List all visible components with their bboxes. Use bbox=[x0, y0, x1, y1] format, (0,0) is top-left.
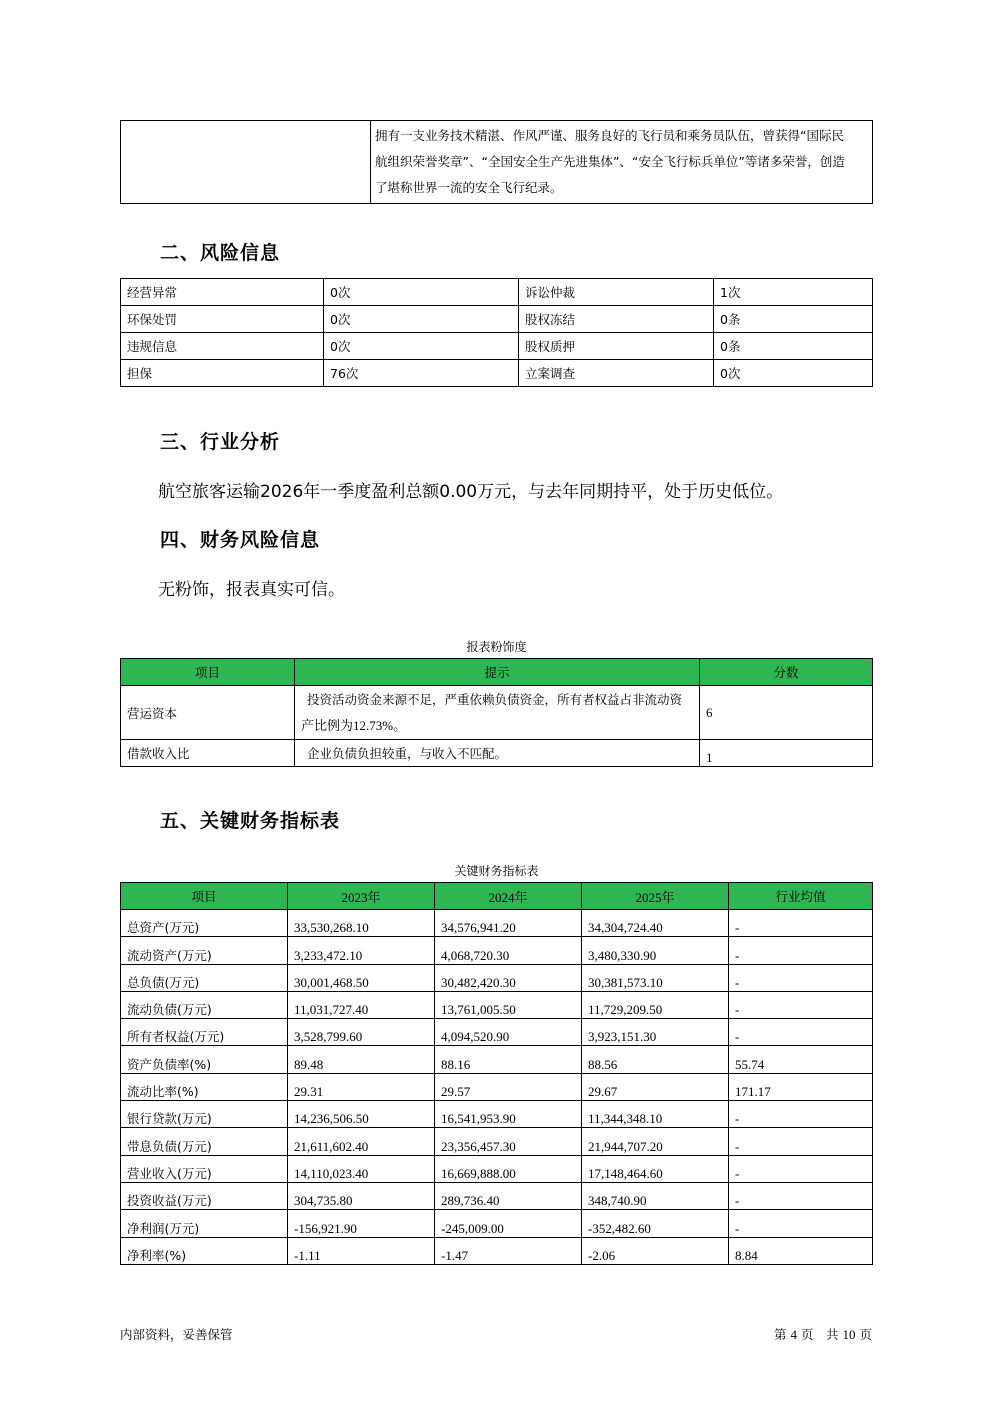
indicator-value-cell: 34,576,941.20 bbox=[435, 910, 582, 937]
indicator-value-cell: -2.06 bbox=[582, 1237, 729, 1264]
table-row bbox=[121, 910, 873, 937]
page-total: 10 bbox=[842, 1327, 856, 1342]
indicator-name-cell: 流动负债(万元) bbox=[121, 991, 288, 1018]
hint-cell bbox=[295, 740, 700, 767]
indicator-value-cell: -352,482.60 bbox=[582, 1210, 729, 1237]
indicator-value-cell: - bbox=[729, 1155, 873, 1182]
indicator-value-cell: 3,233,472.10 bbox=[288, 937, 435, 964]
indicator-name-cell: 总负债(万元) bbox=[121, 964, 288, 991]
page-current: 4 bbox=[790, 1327, 798, 1342]
page-prefix: 第 bbox=[774, 1327, 787, 1342]
score-cell: 1 bbox=[700, 740, 873, 767]
indicator-value-cell: -156,921.90 bbox=[288, 1210, 435, 1237]
section3-title: 三、行业分析 bbox=[160, 431, 281, 453]
risk-info-body bbox=[121, 279, 873, 387]
risk-value-cell: 0次 bbox=[714, 360, 873, 387]
indicator-name-cell: 净利率(%) bbox=[121, 1237, 288, 1264]
indicator-value-cell: 11,344,348.10 bbox=[582, 1101, 729, 1128]
indicator-value-cell: 55.74 bbox=[729, 1046, 873, 1073]
hint-line: 产比例为12.73%。 bbox=[301, 718, 407, 733]
indicator-value-cell: - bbox=[729, 937, 873, 964]
intro-table bbox=[120, 120, 873, 204]
indicator-value-cell: - bbox=[729, 1101, 873, 1128]
indicator-value-cell: 171.17 bbox=[729, 1073, 873, 1100]
table-row bbox=[121, 1237, 873, 1264]
table-row bbox=[121, 1019, 873, 1046]
risk-label-cell: 经营异常 bbox=[121, 279, 324, 306]
indicator-value-cell: 89.48 bbox=[288, 1046, 435, 1073]
risk-label-cell: 环保处罚 bbox=[121, 306, 324, 333]
industry-analysis-text: 航空旅客运输2026年一季度盈利总额0.00万元，与去年同期持平，处于历史低位。 bbox=[158, 482, 784, 502]
table-row bbox=[121, 1046, 873, 1073]
risk-value-cell: 0次 bbox=[324, 306, 519, 333]
indicator-value-cell: 34,304,724.40 bbox=[582, 910, 729, 937]
key-financial-indicators-table bbox=[120, 882, 873, 1265]
indicator-value-cell: - bbox=[729, 1128, 873, 1155]
intro-label-cell bbox=[121, 121, 371, 204]
header-item: 项目 bbox=[121, 659, 295, 686]
intro-row bbox=[121, 121, 873, 204]
table-row bbox=[121, 964, 873, 991]
indicator-value-cell: 14,236,506.50 bbox=[288, 1101, 435, 1128]
indicator-value-cell: 30,381,573.10 bbox=[582, 964, 729, 991]
fin-table-body bbox=[121, 910, 873, 1265]
risk-value-cell: 0条 bbox=[714, 333, 873, 360]
risk-label-cell: 股权冻结 bbox=[519, 306, 714, 333]
indicator-value-cell: 29.31 bbox=[288, 1073, 435, 1100]
risk-label-cell: 股权质押 bbox=[519, 333, 714, 360]
header-year: 2025年 bbox=[582, 883, 729, 910]
indicator-value-cell: - bbox=[729, 964, 873, 991]
indicator-value-cell: 3,480,330.90 bbox=[582, 937, 729, 964]
score-cell: 6 bbox=[700, 686, 873, 740]
indicator-value-cell: 8.84 bbox=[729, 1237, 873, 1264]
indicator-value-cell: 30,001,468.50 bbox=[288, 964, 435, 991]
indicator-value-cell: -245,009.00 bbox=[435, 1210, 582, 1237]
indicator-value-cell: 289,736.40 bbox=[435, 1182, 582, 1209]
indicator-value-cell: 3,528,799.60 bbox=[288, 1019, 435, 1046]
indicator-value-cell: - bbox=[729, 910, 873, 937]
header-year: 2023年 bbox=[288, 883, 435, 910]
risk-value-cell: 0条 bbox=[714, 306, 873, 333]
indicator-name-cell: 净利润(万元) bbox=[121, 1210, 288, 1237]
table-row bbox=[121, 1182, 873, 1209]
risk-label-cell: 担保 bbox=[121, 360, 324, 387]
indicator-value-cell: 4,068,720.30 bbox=[435, 937, 582, 964]
indicator-value-cell: 3,923,151.30 bbox=[582, 1019, 729, 1046]
section2-title: 二、风险信息 bbox=[160, 242, 281, 264]
footer-confidential: 内部资料，妥善保管 bbox=[120, 1327, 233, 1342]
indicator-value-cell: 13,761,005.50 bbox=[435, 991, 582, 1018]
indicator-name-cell: 流动资产(万元) bbox=[121, 937, 288, 964]
indicator-value-cell: 30,482,420.30 bbox=[435, 964, 582, 991]
risk-value-cell: 76次 bbox=[324, 360, 519, 387]
risk-label-cell: 违规信息 bbox=[121, 333, 324, 360]
item-cell: 营运资本 bbox=[121, 686, 295, 740]
indicator-value-cell: 348,740.90 bbox=[582, 1182, 729, 1209]
indicator-name-cell: 带息负债(万元) bbox=[121, 1128, 288, 1155]
table-header-row bbox=[121, 883, 873, 910]
page-number bbox=[774, 1325, 872, 1343]
indicator-name-cell: 营业收入(万元) bbox=[121, 1155, 288, 1182]
table-header-row bbox=[121, 659, 873, 686]
table-row bbox=[121, 740, 873, 767]
indicator-value-cell: 21,944,707.20 bbox=[582, 1128, 729, 1155]
indicator-value-cell: 88.16 bbox=[435, 1046, 582, 1073]
indicator-value-cell: -1.47 bbox=[435, 1237, 582, 1264]
indicator-value-cell: 16,669,888.00 bbox=[435, 1155, 582, 1182]
indicator-name-cell: 银行贷款(万元) bbox=[121, 1101, 288, 1128]
page-mid: 页 共 bbox=[801, 1327, 839, 1342]
table-row bbox=[121, 333, 873, 360]
risk-value-cell: 0次 bbox=[324, 279, 519, 306]
indicator-value-cell: - bbox=[729, 991, 873, 1018]
indicator-value-cell: - bbox=[729, 1182, 873, 1209]
header-industry-avg: 行业均值 bbox=[729, 883, 873, 910]
intro-text-line: 了堪称世界一流的安全飞行纪录。 bbox=[375, 180, 563, 195]
indicator-value-cell: -1.11 bbox=[288, 1237, 435, 1264]
indicator-value-cell: 21,611,602.40 bbox=[288, 1128, 435, 1155]
intro-text-line: 拥有一支业务技术精湛、作风严谨、服务良好的飞行员和乘务员队伍，曾获得“国际民 bbox=[375, 128, 844, 143]
indicator-name-cell: 所有者权益(万元) bbox=[121, 1019, 288, 1046]
header-score: 分数 bbox=[700, 659, 873, 686]
table-row bbox=[121, 991, 873, 1018]
indicator-value-cell: 23,356,457.30 bbox=[435, 1128, 582, 1155]
risk-label-cell: 诉讼仲裁 bbox=[519, 279, 714, 306]
hint-cell bbox=[295, 686, 700, 740]
indicator-value-cell: 304,735.80 bbox=[288, 1182, 435, 1209]
indicator-value-cell: 14,110,023.40 bbox=[288, 1155, 435, 1182]
intro-text-line: 航组织荣誉奖章”、“全国安全生产先进集体”、“安全飞行标兵单位”等诸多荣誉，创造 bbox=[375, 154, 845, 169]
indicator-value-cell: 88.56 bbox=[582, 1046, 729, 1073]
hint-line: 投资活动资金来源不足，严重依赖负债资金，所有者权益占非流动资 bbox=[307, 692, 683, 707]
indicator-name-cell: 资产负债率(%) bbox=[121, 1046, 288, 1073]
indicator-value-cell: - bbox=[729, 1019, 873, 1046]
table-row bbox=[121, 686, 873, 740]
indicator-name-cell: 总资产(万元) bbox=[121, 910, 288, 937]
section5-title: 五、关键财务指标表 bbox=[160, 810, 341, 832]
indicator-value-cell: 16,541,953.90 bbox=[435, 1101, 582, 1128]
table-row bbox=[121, 1210, 873, 1237]
indicator-value-cell: 11,031,727.40 bbox=[288, 991, 435, 1018]
intro-text-cell bbox=[371, 121, 873, 204]
indicator-value-cell: 11,729,209.50 bbox=[582, 991, 729, 1018]
page-suffix: 页 bbox=[859, 1327, 872, 1342]
indicator-name-cell: 投资收益(万元) bbox=[121, 1182, 288, 1209]
dress-table-caption: 报表粉饰度 bbox=[466, 640, 527, 654]
report-dressing-table bbox=[120, 658, 873, 767]
indicator-value-cell: 29.57 bbox=[435, 1073, 582, 1100]
table-row bbox=[121, 1128, 873, 1155]
indicator-value-cell: 29.67 bbox=[582, 1073, 729, 1100]
risk-info-table bbox=[120, 278, 873, 387]
risk-label-cell: 立案调查 bbox=[519, 360, 714, 387]
risk-value-cell: 0次 bbox=[324, 333, 519, 360]
table-row bbox=[121, 1073, 873, 1100]
table-row bbox=[121, 360, 873, 387]
table-row bbox=[121, 306, 873, 333]
item-cell: 借款收入比 bbox=[121, 740, 295, 767]
fin-table-caption: 关键财务指标表 bbox=[454, 864, 539, 878]
table-row bbox=[121, 937, 873, 964]
indicator-value-cell: 17,148,464.60 bbox=[582, 1155, 729, 1182]
indicator-value-cell: 33,530,268.10 bbox=[288, 910, 435, 937]
risk-value-cell: 1次 bbox=[714, 279, 873, 306]
indicator-name-cell: 流动比率(%) bbox=[121, 1073, 288, 1100]
financial-risk-text: 无粉饰，报表真实可信。 bbox=[158, 580, 345, 600]
section4-title: 四、财务风险信息 bbox=[160, 529, 321, 551]
indicator-value-cell: 4,094,520.90 bbox=[435, 1019, 582, 1046]
header-year: 2024年 bbox=[435, 883, 582, 910]
table-row bbox=[121, 1155, 873, 1182]
indicator-value-cell: - bbox=[729, 1210, 873, 1237]
header-hint: 提示 bbox=[295, 659, 700, 686]
table-row bbox=[121, 279, 873, 306]
hint-line: 企业负债负担较重，与收入不匹配。 bbox=[307, 746, 508, 761]
table-row bbox=[121, 1101, 873, 1128]
header-item: 项目 bbox=[121, 883, 288, 910]
